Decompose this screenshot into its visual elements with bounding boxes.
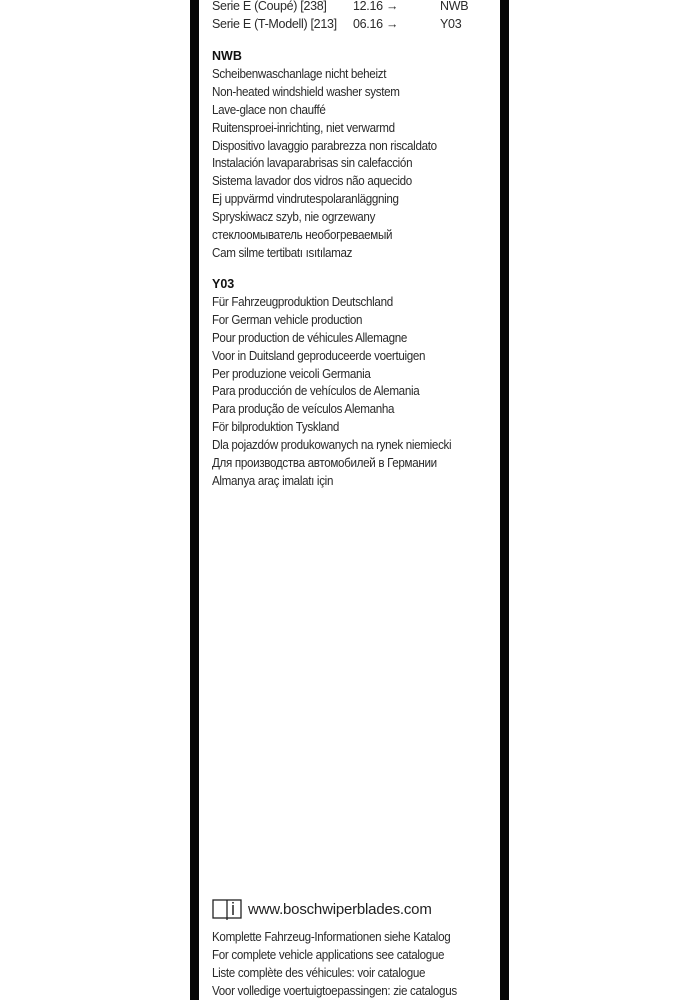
model-cell: Serie E (Coupé) [238] <box>212 0 327 13</box>
note-line: Non-heated windshield washer system <box>212 84 400 99</box>
note-line: Lave-glace non chauffé <box>212 102 326 117</box>
date-cell: 12.16 → <box>353 0 399 13</box>
footer-line: Liste complète des véhicules: voir catalogue <box>212 965 426 980</box>
note-heading: NWB <box>212 49 242 63</box>
footer-line: Komplette Fahrzeug-Informationen siehe Katalog <box>212 930 451 944</box>
footer-line: Voor volledige voertuigtoepassingen: zie catalogus <box>212 983 457 998</box>
code-cell: Y03 <box>440 16 462 31</box>
note-line: Для производства автомобилей в Германии <box>212 456 437 471</box>
note-line: Ej uppvärmd vindrutespolaranläggning <box>212 192 399 207</box>
table-row <box>212 0 497 16</box>
footer <box>212 899 497 1001</box>
note-line: Spryskiwacz szyb, nie ogrzewany <box>212 210 376 225</box>
note-line: Ruitensproei-inrichting, niet verwarmd <box>212 120 395 135</box>
note-line: For German vehicle production <box>212 312 363 327</box>
note-line: Dispositivo lavaggio parabrezza non riscaldato <box>212 138 437 153</box>
info-book-icon <box>212 899 240 919</box>
left-border-bar <box>190 0 199 1000</box>
model-cell: Serie E (T-Modell) [213] <box>212 16 337 31</box>
note-heading: Y03 <box>212 277 235 291</box>
note-line: Pour production de véhicules Allemagne <box>212 330 408 345</box>
footer-line: For complete vehicle applications see catalogue <box>212 947 445 962</box>
note-section-y03 <box>212 276 497 491</box>
right-border-bar <box>500 0 509 1000</box>
vehicle-table <box>212 0 497 34</box>
note-line: Almanya araç imalatı için <box>212 473 334 488</box>
note-line: Para produção de veículos Alemanha <box>212 402 395 417</box>
note-line: стеклоомыватель необогреваемый <box>212 228 393 243</box>
note-line: Per produzione veicoli Germania <box>212 366 371 381</box>
note-line: Para producción de vehículos de Alemania <box>212 384 420 399</box>
note-line: Voor in Duitsland geproduceerde voertuigen <box>212 348 426 363</box>
note-section-nwb <box>212 48 497 263</box>
note-line: Dla pojazdów produkowanych na rynek niemiecki <box>212 438 452 453</box>
note-line: Scheibenwaschanlage nicht beheizt <box>212 66 387 81</box>
note-line: Instalación lavaparabrisas sin calefacción <box>212 156 413 171</box>
note-line: Sistema lavador dos vidros não aquecido <box>212 174 412 189</box>
note-line: Für Fahrzeugproduktion Deutschland <box>212 294 393 309</box>
table-row <box>212 16 497 34</box>
note-line: För bilproduktion Tyskland <box>212 420 340 435</box>
date-cell: 06.16 → <box>353 16 399 31</box>
note-line: Cam silme tertibatı ısıtılamaz <box>212 245 353 260</box>
code-cell: NWB <box>440 0 469 13</box>
website-row <box>212 899 497 919</box>
website-link[interactable]: www.boschwiperblades.com <box>248 900 432 918</box>
